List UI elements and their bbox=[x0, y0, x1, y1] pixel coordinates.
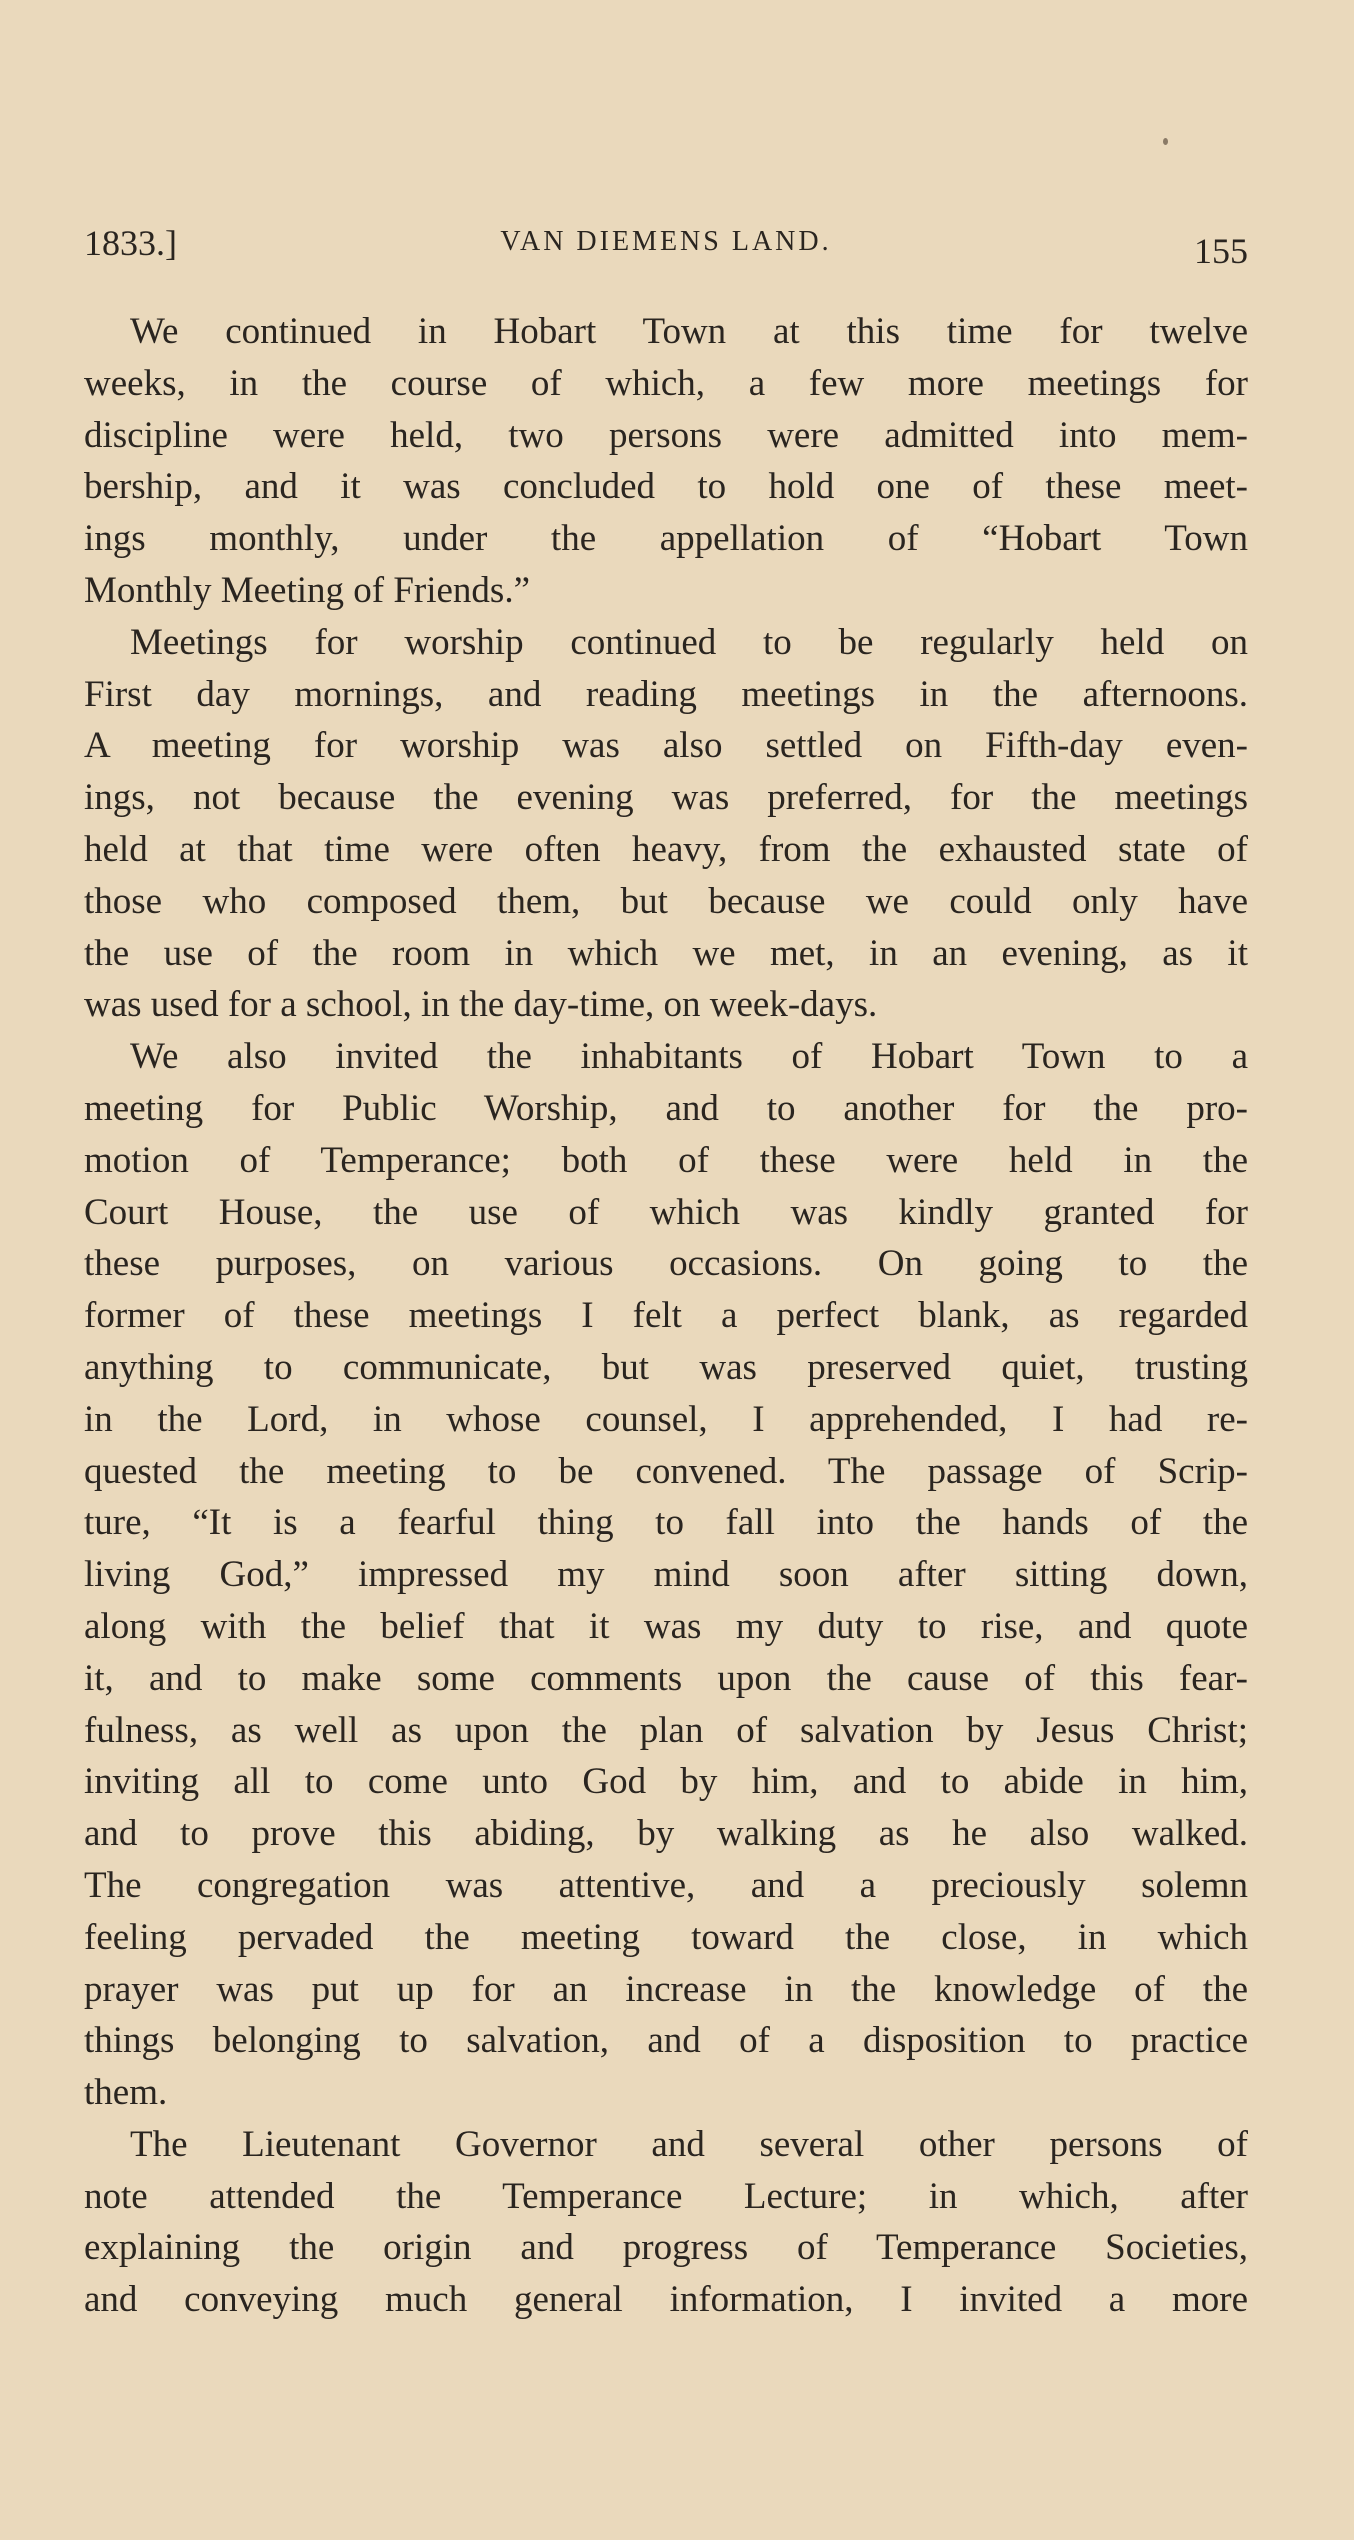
text-line: anything to communicate, but was preserved quiet, trusting bbox=[84, 1346, 1248, 1388]
text-line: Meetings for worship continued to be regularly held on bbox=[130, 621, 1248, 663]
text-line: We continued in Hobart Town at this time for twelve bbox=[130, 311, 1248, 352]
text-line: ings monthly, under the appellation of “Hobart Town bbox=[84, 518, 1248, 560]
text-line: held at that time were often heavy, from the exhausted state of bbox=[84, 828, 1248, 870]
text-line: the use of the room in which we met, in an evening, as it bbox=[84, 932, 1248, 974]
text-line: fulness, as well as upon the plan of salvation by Jesus Christ; bbox=[84, 1709, 1248, 1751]
text-line: former of these meetings I felt a perfect blank, as regarded bbox=[84, 1295, 1248, 1337]
text-line: The congregation was attentive, and a preciously solemn bbox=[84, 1864, 1248, 1906]
text-line: living God,” impressed my mind soon after sitting down, bbox=[84, 1554, 1248, 1596]
running-header bbox=[84, 222, 1248, 272]
text-line: meeting for Public Worship, and to another for the pro- bbox=[84, 1087, 1248, 1129]
text-line: explaining the origin and progress of Temperance Societies, bbox=[84, 2227, 1248, 2269]
text-line: them. bbox=[84, 2072, 168, 2114]
text-line: along with the belief that it was my duty to rise, and quote bbox=[84, 1605, 1248, 1647]
text-line: note attended the Temperance Lecture; in which, after bbox=[84, 2175, 1248, 2217]
text-line: discipline were held, two persons were admitted into mem- bbox=[84, 414, 1248, 456]
header-title: VAN DIEMENS LAND. bbox=[500, 226, 832, 257]
text-line: bership, and it was concluded to hold one of these meet- bbox=[84, 466, 1248, 508]
text-line: ings, not because the evening was preferred, for the meetings bbox=[84, 777, 1248, 819]
text-line: it, and to make some comments upon the cause of this fear- bbox=[84, 1657, 1248, 1699]
text-line: inviting all to come unto God by him, and to abide in him, bbox=[84, 1761, 1248, 1803]
page-body-text bbox=[84, 306, 1248, 2326]
text-line: ture, “It is a fearful thing to fall into the hands of the bbox=[84, 1502, 1248, 1544]
text-line: First day mornings, and reading meetings in the afternoons. bbox=[84, 673, 1248, 715]
text-line: A meeting for worship was also settled on Fifth-day even- bbox=[84, 725, 1248, 767]
text-line: quested the meeting to be convened. The passage of Scrip- bbox=[84, 1450, 1248, 1492]
text-line: Monthly Meeting of Friends.” bbox=[84, 569, 531, 611]
text-line: those who composed them, but because we could only have bbox=[84, 880, 1248, 922]
text-line: and conveying much general information, I invited a more bbox=[84, 2279, 1248, 2321]
text-line: weeks, in the course of which, a few more meetings for bbox=[84, 362, 1248, 404]
text-line: prayer was put up for an increase in the knowledge of the bbox=[84, 1968, 1248, 2010]
header-year: 1833.] bbox=[84, 223, 177, 263]
text-line: in the Lord, in whose counsel, I apprehended, I had re- bbox=[84, 1398, 1248, 1440]
page-number: 155 bbox=[1194, 231, 1248, 271]
text-line: The Lieutenant Governor and several other persons of bbox=[130, 2123, 1248, 2165]
text-line: feeling pervaded the meeting toward the close, in which bbox=[84, 1916, 1248, 1958]
text-line: things belonging to salvation, and of a disposition to practice bbox=[84, 2020, 1248, 2062]
text-line: motion of Temperance; both of these were held in the bbox=[84, 1139, 1248, 1181]
paper-speck bbox=[1163, 138, 1168, 145]
text-line: these purposes, on various occasions. On going to the bbox=[84, 1243, 1248, 1285]
text-line: and to prove this abiding, by walking as he also walked. bbox=[84, 1813, 1248, 1855]
text-line: Court House, the use of which was kindly granted for bbox=[84, 1191, 1248, 1233]
text-line: We also invited the inhabitants of Hobart Town to a bbox=[130, 1036, 1248, 1078]
text-line: was used for a school, in the day-time, on week-days. bbox=[84, 984, 878, 1026]
